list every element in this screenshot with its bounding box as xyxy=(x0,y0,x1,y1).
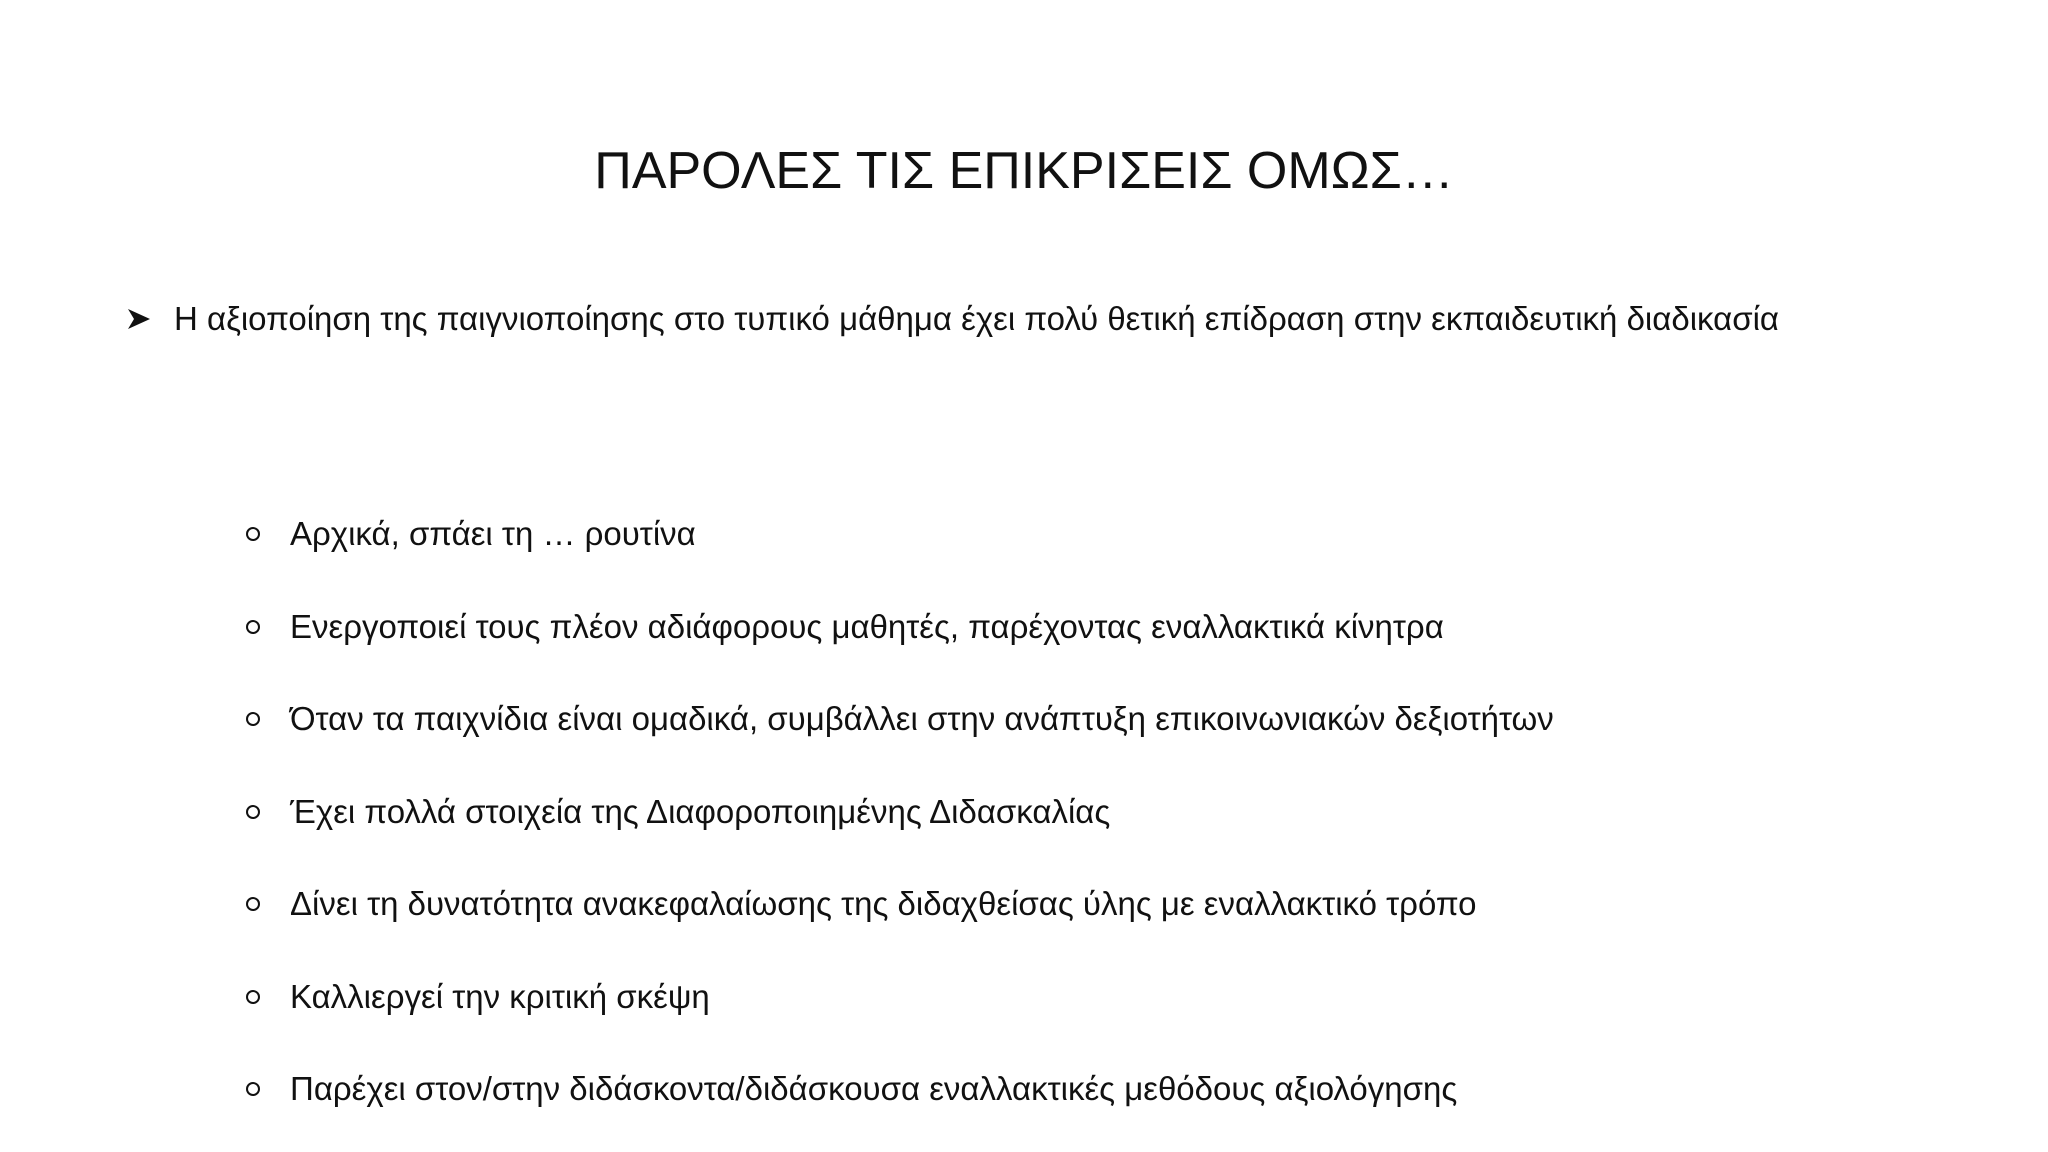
circle-bullet-icon xyxy=(246,897,260,911)
circle-bullet-icon xyxy=(246,1082,260,1096)
sub-bullet-text: Αρχικά, σπάει τη … ρουτίνα xyxy=(290,515,696,553)
slide-title: ΠΑΡΟΛΕΣ ΤΙΣ ΕΠΙΚΡΙΣΕΙΣ ΟΜΩΣ… xyxy=(594,142,1454,200)
sub-bullet-item xyxy=(246,673,1554,766)
circle-bullet-icon xyxy=(246,805,260,819)
sub-bullet-item xyxy=(246,951,1554,1044)
sub-bullet-item xyxy=(246,488,1554,581)
sub-bullet-item xyxy=(246,766,1554,859)
circle-bullet-icon xyxy=(246,990,260,1004)
main-bullet xyxy=(126,298,1779,340)
sub-bullet-item xyxy=(246,1043,1554,1136)
sub-bullet-item xyxy=(246,581,1554,674)
sub-bullet-text: Ενεργοποιεί τους πλέον αδιάφορους μαθητές, παρέχοντας εναλλακτικά κίνητρα xyxy=(290,607,1444,645)
sub-bullet-text: Όταν τα παιχνίδια είναι ομαδικά, συμβάλλει στην ανάπτυξη επικοινωνιακών δεξιοτήτων xyxy=(290,700,1554,738)
sub-bullet-list xyxy=(246,488,1554,1136)
sub-bullet-text: Έχει πολλά στοιχεία της Διαφοροποιημένης Διδασκαλίας xyxy=(290,792,1111,830)
arrow-bullet-icon xyxy=(126,306,152,332)
main-bullet-text: Η αξιοποίηση της παιγνιοποίησης στο τυπικό μάθημα έχει πολύ θετική επίδραση στην εκπαιδευτική διαδικασία xyxy=(174,300,1779,337)
sub-bullet-text: Παρέχει στον/στην διδάσκοντα/διδάσκουσα εναλλακτικές μεθόδους αξιολόγησης xyxy=(290,1070,1458,1108)
circle-bullet-icon xyxy=(246,527,260,541)
circle-bullet-icon xyxy=(246,712,260,726)
circle-bullet-icon xyxy=(246,620,260,634)
sub-bullet-text: Δίνει τη δυνατότητα ανακεφαλαίωσης της διδαχθείσας ύλης με εναλλακτικό τρόπο xyxy=(290,885,1477,923)
sub-bullet-item xyxy=(246,858,1554,951)
sub-bullet-text: Καλλιεργεί την κριτική σκέψη xyxy=(290,977,710,1015)
